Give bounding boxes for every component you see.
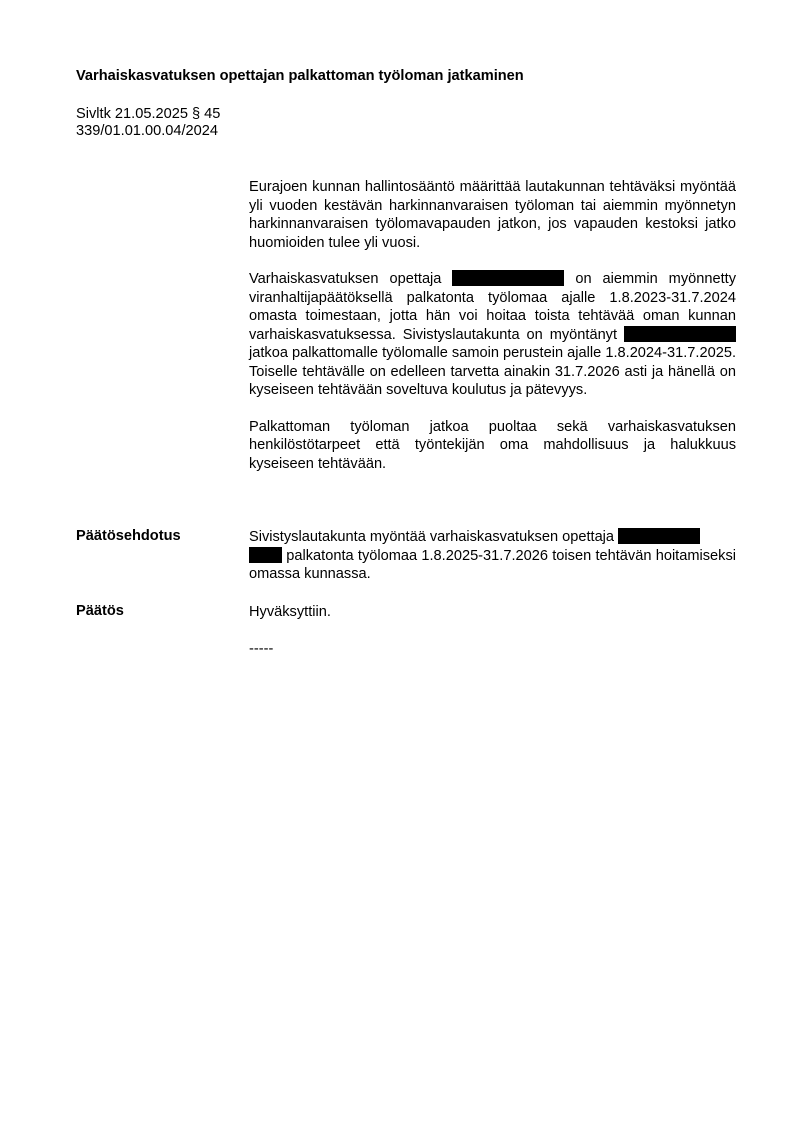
- end-separator: -----: [249, 640, 274, 657]
- proposal-label: Päätösehdotus: [76, 528, 181, 544]
- paragraph-background-part1: Varhaiskasvatuksen opettaja: [249, 271, 442, 287]
- meeting-reference: Sivltk 21.05.2025 § 45: [76, 106, 221, 122]
- redacted-name-block: [249, 547, 282, 563]
- decision-label: Päätös: [76, 603, 124, 619]
- redacted-name-block: [618, 528, 700, 544]
- proposal-text-part2: palkatonta työlomaa 1.8.2025-31.7.2026 toisen tehtävän hoitamiseksi omassa kunnassa.: [249, 547, 736, 582]
- proposal-text: [249, 528, 736, 584]
- paragraph-background: [249, 270, 736, 400]
- paragraph-background-part3: jatkoa palkattomalle työlomalle samoin perustein ajalle 1.8.2024-31.7.2025. Toiselle tehtävälle on edelleen tarvetta ainakin 31.7.2026 asti ja hänellä on kyseiseen tehtävään soveltuva koulutus ja pätevyys.: [249, 345, 736, 398]
- document-meta: [76, 106, 220, 140]
- redacted-name-block: [452, 270, 564, 286]
- explanation-section: [249, 178, 736, 473]
- proposal-text-part1: Sivistyslautakunta myöntää varhaiskasvatuksen opettaja: [249, 529, 615, 545]
- paragraph-justification: Palkattoman työloman jatkoa puoltaa sekä varhaiskasvatuksen henkilöstötarpeet että työntekijän oma mahdollisuus ja halukkuus kyseiseen tehtävään.: [249, 418, 736, 472]
- paragraph-administrative-rule: Eurajoen kunnan hallintosääntö määrittää lautakunnan tehtäväksi myöntää yli vuoden kestävän harkinnanvaraisen työloman tai aiemmin myönnetyn harkinnanvaraisen työlomavapauden jatkon, jos vapauden kestoksi jatko huomioiden tulee yli vuosi.: [249, 179, 736, 251]
- decision-text: Hyväksyttiin.: [249, 604, 331, 620]
- proposal-section: [249, 528, 736, 584]
- decision-section: [249, 603, 736, 658]
- document-title: Varhaiskasvatuksen opettajan palkattoman työloman jatkaminen: [76, 68, 524, 84]
- redacted-name-block: [624, 326, 736, 342]
- diary-number: 339/01.01.00.04/2024: [76, 123, 219, 139]
- paragraph-background-part2: on aiemmin myönnetty viranhaltijapäätöksellä palkatonta työlomaa ajalle 1.8.2023-31.7.2024 omasta toimestaan, jotta hän voi hoitaa toista tehtävää oman kunnan varhaiskasvatuksessa. Sivistyslautakunta on myöntänyt: [249, 271, 736, 343]
